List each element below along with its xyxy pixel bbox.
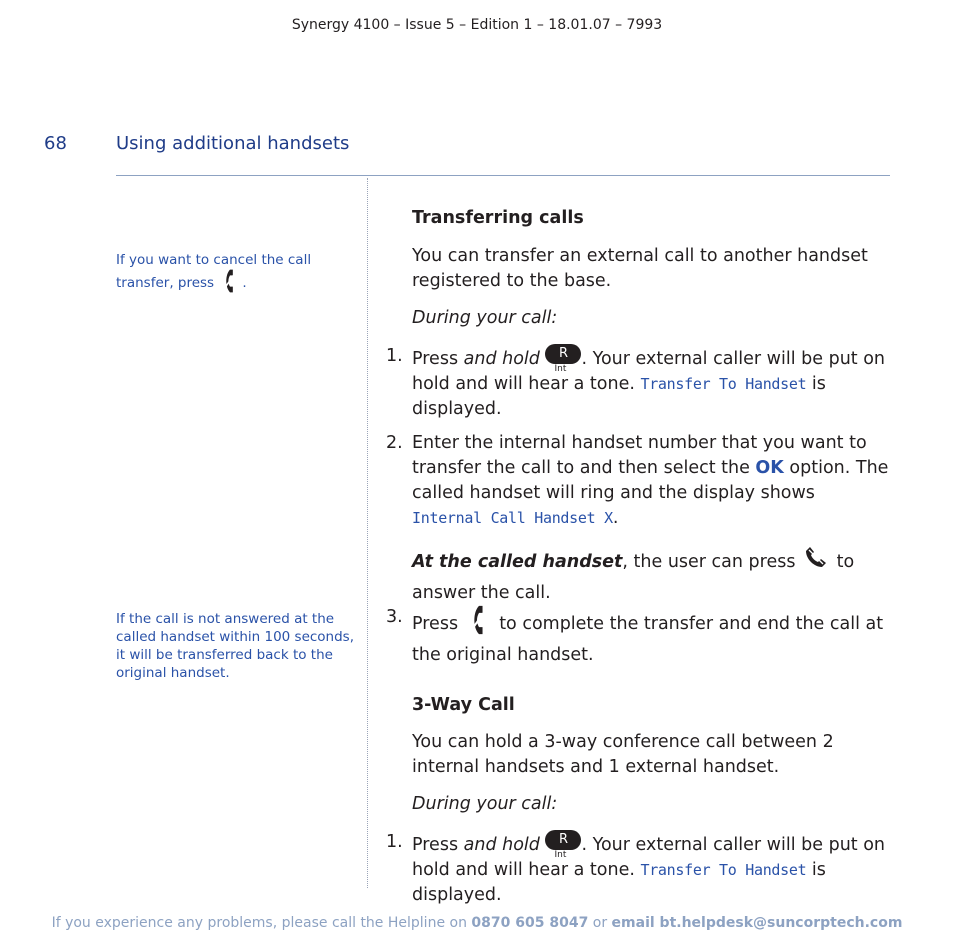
int-label: Int: [554, 364, 567, 374]
step-text: to complete the transfer and end the call at the original handset.: [412, 614, 884, 665]
step-number: 1.: [386, 832, 403, 852]
step-text: Press: [412, 614, 464, 634]
transfer-intro: You can transfer an external call to another handset registered to the base.: [412, 246, 868, 291]
transfer-step-3: [386, 605, 890, 668]
transfer-during: During your call:: [412, 308, 558, 328]
step-number: 1.: [386, 346, 403, 366]
step-text: is displayed.: [412, 374, 826, 419]
step-text: . Your external caller will be put on hold and will hear a tone.: [412, 835, 886, 880]
transfer-step-2: [386, 431, 890, 531]
footer-text: or: [588, 915, 612, 931]
column-divider: [367, 178, 368, 888]
step-text: Press: [412, 835, 464, 855]
threeway-during: During your call:: [412, 794, 558, 814]
end-call-icon: [218, 269, 242, 298]
step-text: , the user can press: [622, 552, 802, 572]
step-number: 3.: [386, 607, 403, 627]
r-label: R: [545, 344, 581, 364]
threeway-step-1: [386, 830, 890, 908]
talk-icon: [801, 543, 831, 581]
threeway-heading: 3-Way Call: [412, 695, 515, 715]
page-number: 68: [44, 133, 67, 154]
step-text: Enter the internal handset number that you want to transfer the call to and then select the: [412, 433, 867, 478]
called-handset-note: [412, 543, 890, 606]
sidenote-cancel-end: .: [242, 275, 247, 291]
step-emphasis: and hold: [463, 835, 540, 855]
lcd-text: Transfer To Handset: [640, 861, 807, 879]
helpline-footer: [0, 915, 954, 931]
step-number: 2.: [386, 433, 403, 453]
lcd-text: Transfer To Handset: [640, 375, 807, 393]
step-text: .: [612, 508, 619, 528]
transfer-step-1: [386, 344, 890, 422]
r-int-button-icon: [545, 830, 581, 860]
step-text: is displayed.: [412, 860, 826, 905]
sidenote-cancel-transfer: [116, 251, 356, 298]
step-emphasis: and hold: [463, 349, 540, 369]
header-divider: [116, 175, 890, 176]
threeway-intro: You can hold a 3-way conference call between 2 internal handsets and 1 external handset.: [412, 732, 834, 777]
int-label: Int: [554, 850, 567, 860]
document-header: Synergy 4100 – Issue 5 – Edition 1 – 18.01.07 – 7993: [291, 17, 663, 33]
step-text: Press: [412, 349, 464, 369]
helpdesk-email: email bt.helpdesk@suncorptech.com: [611, 915, 903, 931]
step-text: . Your external caller will be put on hold and will hear a tone.: [412, 349, 886, 394]
helpline-phone: 0870 605 8047: [471, 915, 589, 931]
sidenote-cancel-text: If you want to cancel the call transfer, press: [116, 252, 312, 291]
sidenote-unanswered: If the call is not answered at the called handset within 100 seconds, it will be transferred back to the original handset.: [116, 611, 355, 681]
lcd-text: Internal Call Handset X: [412, 509, 613, 527]
step-text: to answer the call.: [412, 552, 855, 603]
r-label: R: [545, 830, 581, 850]
end-call-icon: [464, 605, 494, 643]
footer-text: If you experience any problems, please call the Helpline on: [51, 915, 472, 931]
called-handset-label: At the called handset: [412, 552, 623, 572]
ok-option: OK: [755, 458, 784, 478]
section-title: Using additional handsets: [116, 133, 350, 154]
step-text: option. The called handset will ring and the display shows: [412, 458, 889, 503]
r-int-button-icon: [545, 344, 581, 374]
transfer-heading: Transferring calls: [412, 208, 584, 228]
